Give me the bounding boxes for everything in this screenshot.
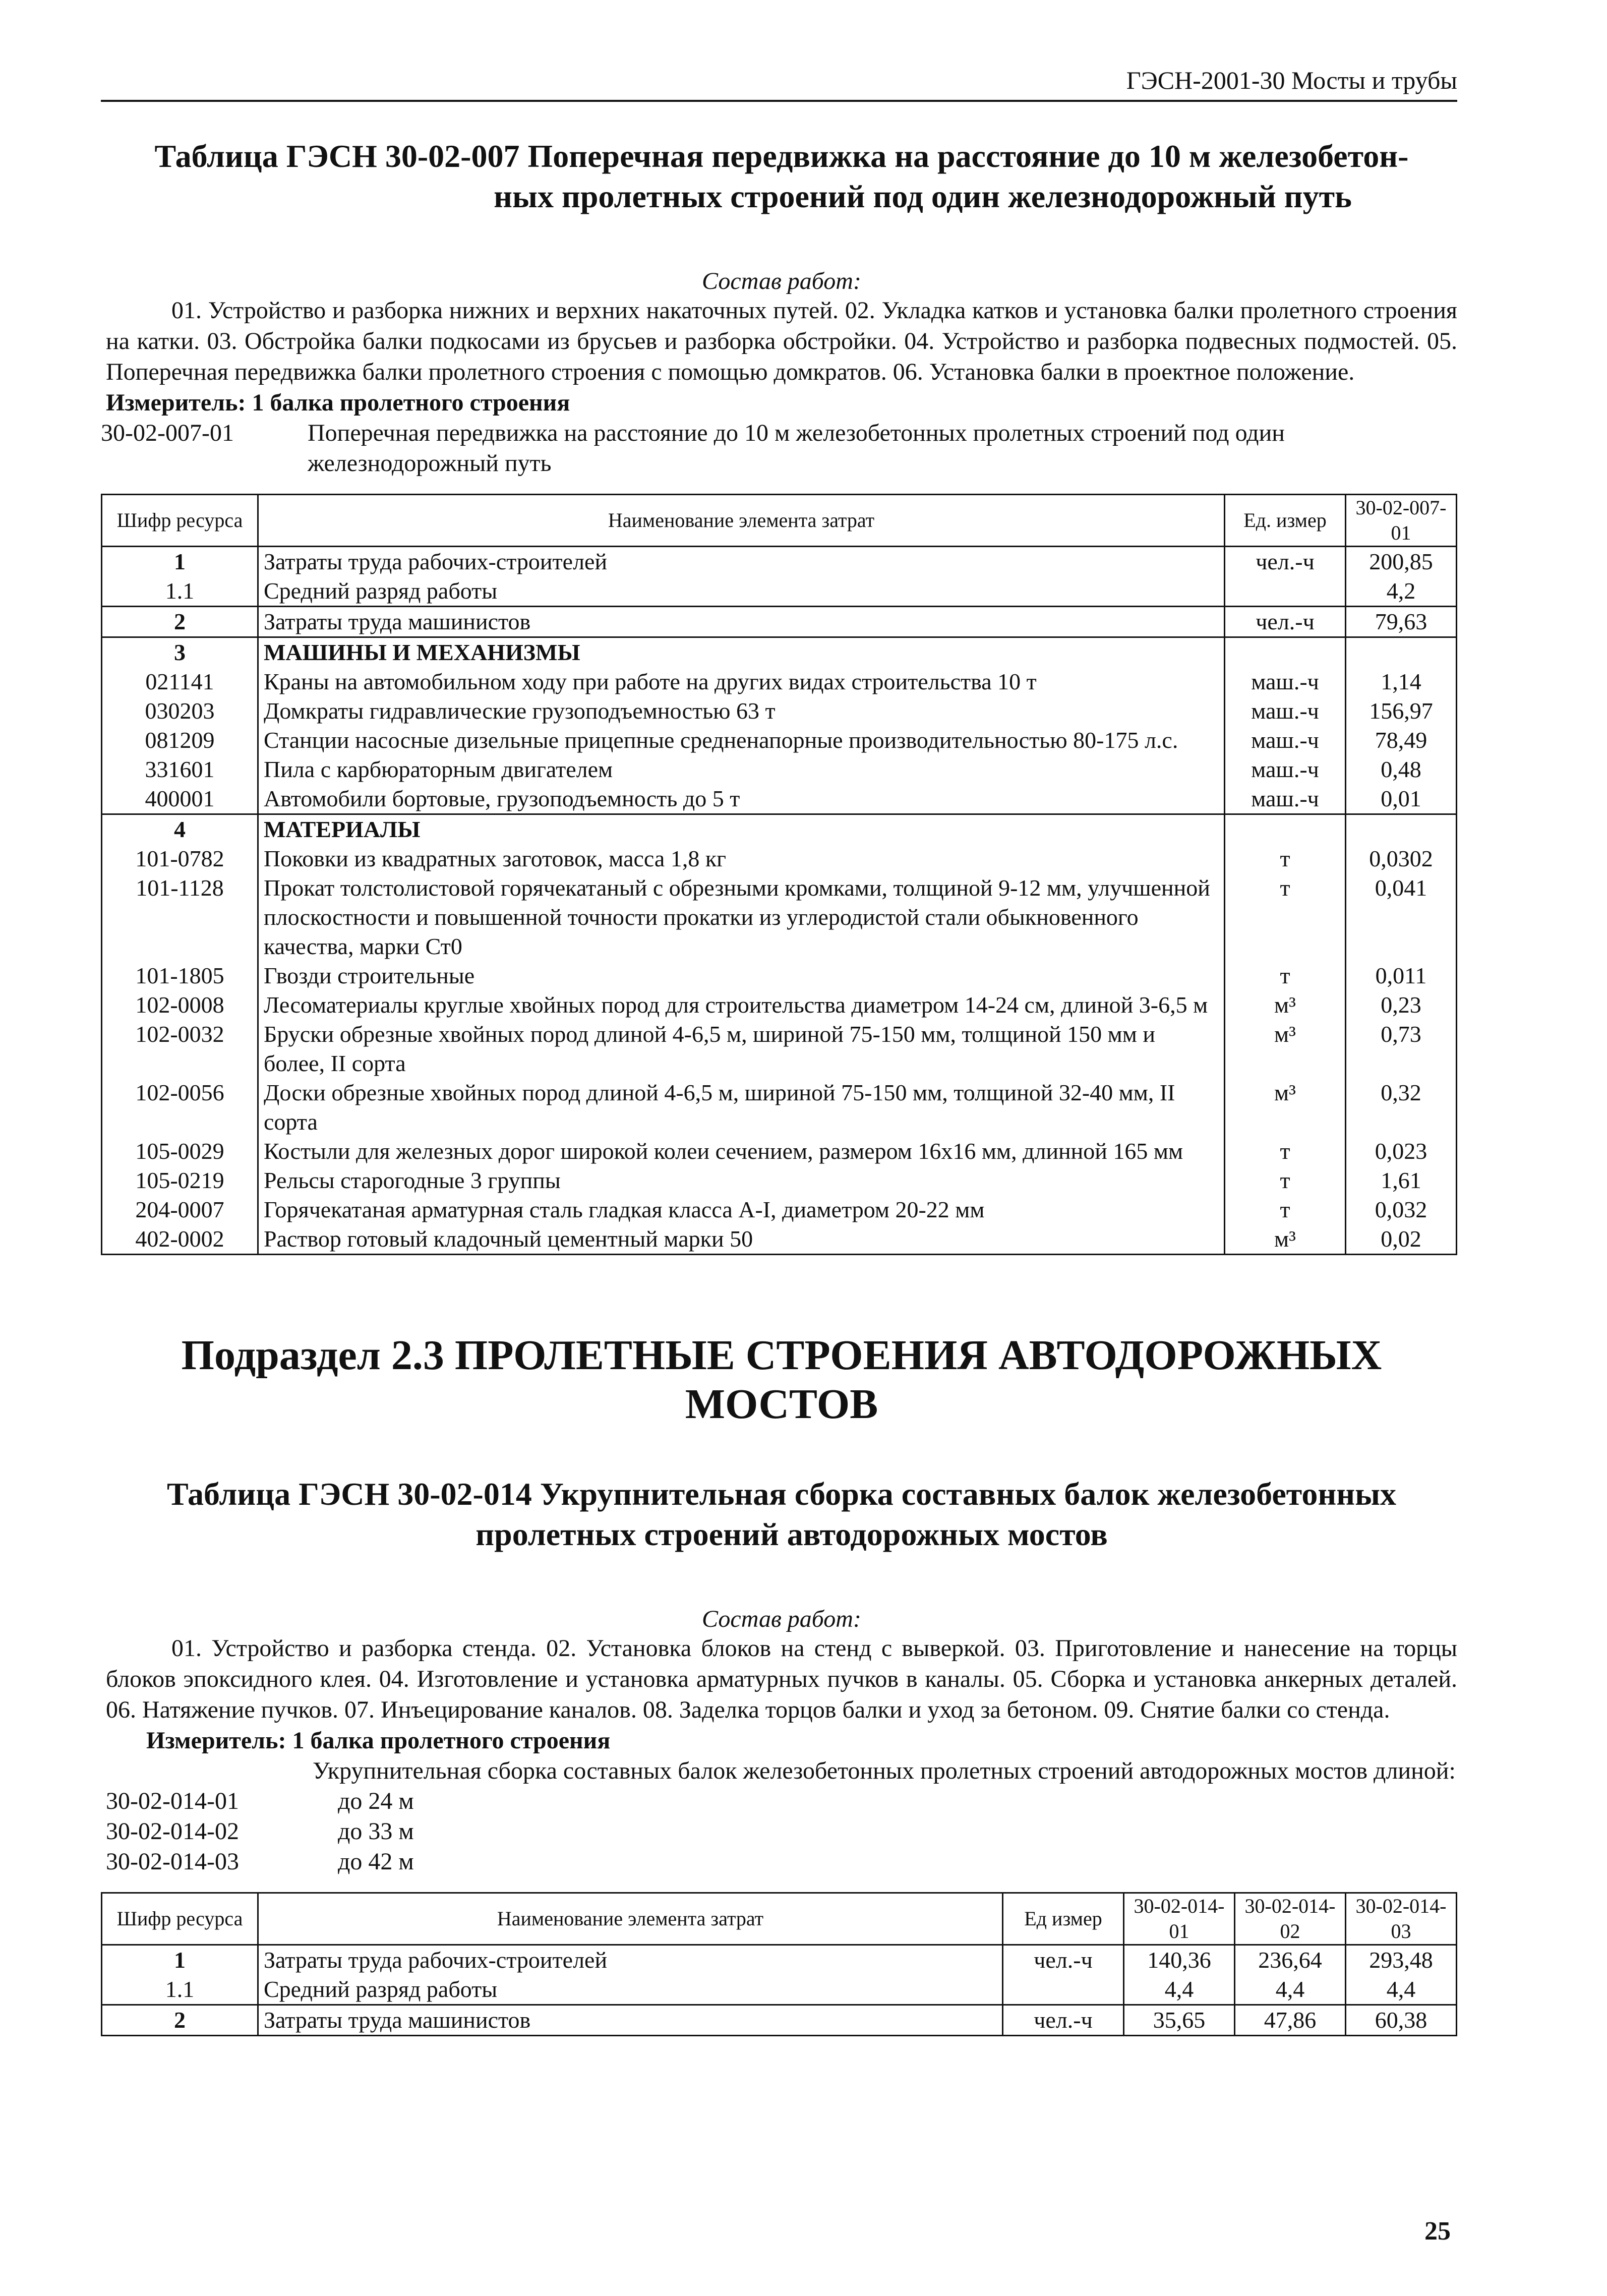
table2-meter <box>106 1725 1457 1756</box>
unit-cell: чел.-ч <box>1003 2005 1124 2036</box>
table-row <box>102 1020 1457 1078</box>
norm-value-cell: 79,63 <box>1346 607 1457 637</box>
norm-value-cell: 0,23 <box>1346 990 1457 1020</box>
table-row <box>102 607 1457 637</box>
table1-meter-value: 1 балка пролетного строения <box>252 389 570 416</box>
norm-value-cell: 4,4 <box>1235 1975 1346 2005</box>
unit-cell: чел.-ч <box>1003 1945 1124 1975</box>
resource-code-cell: 030203 <box>102 696 258 726</box>
norm-value-cell: 0,041 <box>1346 873 1457 961</box>
norm-value-cell: 4,4 <box>1124 1975 1235 2005</box>
unit-cell: м³ <box>1225 1020 1346 1078</box>
cost-element-name-cell: Затраты труда рабочих-строителей <box>258 547 1225 577</box>
table1-title-line2: ных пролетных строений под один железнодорожный путь <box>494 179 1352 214</box>
table1-norm-text: Поперечная передвижка на расстояние до 10 м железобетонных пролетных строений под один железнодорожный путь <box>308 420 1285 477</box>
norm-code: 30-02-014-02 <box>106 1818 239 1845</box>
table-row <box>102 1975 1457 2005</box>
norm-value-cell: 35,65 <box>1124 2005 1235 2036</box>
table-row <box>102 576 1457 607</box>
table1-title-line1: Таблица ГЭСН 30-02-007 Поперечная передвижка на расстояние до 10 м железобетон- <box>154 138 1409 174</box>
table1-norm-row <box>101 418 1457 479</box>
norm-value-cell: 1,61 <box>1346 1166 1457 1195</box>
norm-value-cell: 4,2 <box>1346 576 1457 607</box>
unit-cell: чел.-ч <box>1225 607 1346 637</box>
norm-code: 30-02-014-01 <box>106 1788 239 1814</box>
norm-list-item <box>106 1816 1457 1847</box>
table1-header-row <box>102 495 1457 547</box>
norm-value-cell: 293,48 <box>1346 1945 1457 1975</box>
unit-cell: маш.-ч <box>1225 755 1346 784</box>
table2-meter-label: Измеритель: <box>146 1727 286 1754</box>
resource-code-cell: 102-0008 <box>102 990 258 1020</box>
resource-code-cell: 1 <box>102 1945 258 1975</box>
table2-norm-list <box>106 1786 1457 1877</box>
unit-cell: т <box>1225 844 1346 873</box>
cost-element-name-cell: Костыли для железных дорог широкой колеи сечением, размером 16х16 мм, длинной 165 мм <box>258 1137 1225 1166</box>
table-row <box>102 844 1457 873</box>
cost-element-name-cell: Пила с карбюраторным двигателем <box>258 755 1225 784</box>
norm-list-item <box>106 1847 1457 1877</box>
table-row <box>102 814 1457 845</box>
table-row <box>102 961 1457 990</box>
cost-element-name-cell: Бруски обрезные хвойных пород длиной 4-6,5 м, шириной 75-150 мм, толщиной 150 мм и более, II сорта <box>258 1020 1225 1078</box>
table-row <box>102 667 1457 696</box>
table-row <box>102 1137 1457 1166</box>
norm-value-cell: 78,49 <box>1346 726 1457 755</box>
table-row <box>102 1945 1457 1975</box>
cost-element-name-cell: Затраты труда рабочих-строителей <box>258 1945 1003 1975</box>
resource-code-cell: 1.1 <box>102 576 258 607</box>
unit-cell: т <box>1225 873 1346 961</box>
norm-length: до 33 м <box>338 1818 414 1845</box>
table-row <box>102 726 1457 755</box>
norm-length: до 24 м <box>338 1788 414 1814</box>
cost-element-name-cell: Средний разряд работы <box>258 1975 1003 2005</box>
norm-value-cell <box>1346 637 1457 668</box>
norm-value-cell: 200,85 <box>1346 547 1457 577</box>
cost-element-name-cell: Прокат толстолистовой горячекатаный с обрезными кромками, толщиной 9-12 мм, улучшенной плоскостности и повышенной точности прокатки из углеродистой стали обыкновенного качества, марки Ст0 <box>258 873 1225 961</box>
cost-element-name-cell: Средний разряд работы <box>258 576 1225 607</box>
table2-intro-row <box>106 1756 1457 1786</box>
table1-composition-label: Состав работ: <box>702 268 861 295</box>
cost-element-name-cell: Раствор готовый кладочный цементный марки 50 <box>258 1224 1225 1255</box>
table2-col-unit: Ед измер <box>1003 1893 1124 1945</box>
unit-cell: маш.-ч <box>1225 667 1346 696</box>
cost-element-name-cell: Рельсы старогодные 3 группы <box>258 1166 1225 1195</box>
table-row <box>102 1224 1457 1255</box>
cost-element-name-cell: Автомобили бортовые, грузоподъемность до 5 т <box>258 784 1225 814</box>
resource-code-cell: 2 <box>102 607 258 637</box>
unit-cell <box>1225 576 1346 607</box>
resource-code-cell: 102-0056 <box>102 1078 258 1137</box>
unit-cell: т <box>1225 1137 1346 1166</box>
resource-code-cell: 204-0007 <box>102 1195 258 1224</box>
table2-meter-value: 1 балка пролетного строения <box>292 1727 611 1754</box>
unit-cell <box>1003 1975 1124 2005</box>
unit-cell: т <box>1225 1166 1346 1195</box>
table2-col-n1: 30-02-014-01 <box>1124 1893 1235 1945</box>
table2-grid <box>101 1892 1457 2036</box>
table2-composition-label: Состав работ: <box>702 1606 861 1632</box>
unit-cell: маш.-ч <box>1225 726 1346 755</box>
norm-value-cell: 0,023 <box>1346 1137 1457 1166</box>
table1-norm-code: 30-02-007-01 <box>101 420 234 446</box>
table1-grid <box>101 494 1457 1255</box>
resource-code-cell: 021141 <box>102 667 258 696</box>
table2-title-line2: пролетных строений автодорожных мостов <box>475 1516 1108 1552</box>
table1-meter <box>106 387 1457 418</box>
norm-value-cell: 140,36 <box>1124 1945 1235 1975</box>
norm-value-cell: 47,86 <box>1235 2005 1346 2036</box>
norm-code: 30-02-014-03 <box>106 1848 239 1875</box>
table1-col-norm: 30-02-007-01 <box>1346 495 1457 547</box>
table-row <box>102 755 1457 784</box>
table-row <box>102 2005 1457 2036</box>
resource-code-cell: 4 <box>102 814 258 845</box>
unit-cell: т <box>1225 1195 1346 1224</box>
cost-element-name-cell: Станции насосные дизельные прицепные средненапорные производительностью 80-175 л.с. <box>258 726 1225 755</box>
norm-value-cell: 60,38 <box>1346 2005 1457 2036</box>
resource-code-cell: 101-0782 <box>102 844 258 873</box>
norm-value-cell: 1,14 <box>1346 667 1457 696</box>
table-row <box>102 873 1457 961</box>
resource-code-cell: 105-0029 <box>102 1137 258 1166</box>
cost-element-name-cell: МАШИНЫ И МЕХАНИЗМЫ <box>258 637 1225 668</box>
resource-code-cell: 1 <box>102 547 258 577</box>
table2-title-line1: Таблица ГЭСН 30-02-014 Укрупнительная сборка составных балок железобетонных <box>166 1476 1397 1512</box>
table2-col-n2: 30-02-014-02 <box>1235 1893 1346 1945</box>
norm-value-cell <box>1346 814 1457 845</box>
unit-cell: т <box>1225 961 1346 990</box>
resource-code-cell: 331601 <box>102 755 258 784</box>
norm-value-cell: 0,01 <box>1346 784 1457 814</box>
norm-list-item <box>106 1786 1457 1816</box>
table1-title <box>106 136 1457 217</box>
resource-code-cell: 101-1128 <box>102 873 258 961</box>
norm-value-cell: 0,32 <box>1346 1078 1457 1137</box>
resource-code-cell: 1.1 <box>102 1975 258 2005</box>
unit-cell: маш.-ч <box>1225 784 1346 814</box>
table-row <box>102 990 1457 1020</box>
table2-col-code: Шифр ресурса <box>102 1893 258 1945</box>
table2-intro-text: Укрупнительная сборка составных балок железобетонных пролетных строений автодорожных мостов длиной: <box>313 1757 1456 1784</box>
table-row <box>102 1166 1457 1195</box>
norm-length: до 42 м <box>338 1848 414 1875</box>
unit-cell <box>1225 637 1346 668</box>
table-row <box>102 1195 1457 1224</box>
resource-code-cell: 2 <box>102 2005 258 2036</box>
table1-meter-label: Измеритель: <box>106 389 246 416</box>
table2-col-n3: 30-02-014-03 <box>1346 1893 1457 1945</box>
cost-element-name-cell: МАТЕРИАЛЫ <box>258 814 1225 845</box>
resource-code-cell: 400001 <box>102 784 258 814</box>
cost-element-name-cell: Гвозди строительные <box>258 961 1225 990</box>
norm-value-cell: 0,011 <box>1346 961 1457 990</box>
norm-value-cell: 4,4 <box>1346 1975 1457 2005</box>
resource-code-cell: 105-0219 <box>102 1166 258 1195</box>
table1-col-name: Наименование элемента затрат <box>258 495 1225 547</box>
table-row <box>102 696 1457 726</box>
table2-composition-text: 01. Устройство и разборка стенда. 02. Установка блоков на стенд с выверкой. 03. Приготовление и нанесение на торцы блоков эпоксидного клея. 04. Изготовление и установка арматурных пучков в каналы. 05. Сборка и установка анкерных деталей. 06. Натяжение пучков. 07. Инъецирование каналов. 08. Заделка торцов балки и уход за бетоном. 09. Снятие балки со стенда. <box>106 1635 1457 1723</box>
norm-value-cell: 0,0302 <box>1346 844 1457 873</box>
table2-col-name: Наименование элемента затрат <box>258 1893 1003 1945</box>
cost-element-name-cell: Горячекатаная арматурная сталь гладкая класса A-I, диаметром 20-22 мм <box>258 1195 1225 1224</box>
norm-value-cell: 0,032 <box>1346 1195 1457 1224</box>
unit-cell <box>1225 814 1346 845</box>
unit-cell: маш.-ч <box>1225 696 1346 726</box>
table-row <box>102 637 1457 668</box>
resource-code-cell: 402-0002 <box>102 1224 258 1255</box>
unit-cell: м³ <box>1225 1224 1346 1255</box>
table-row <box>102 1078 1457 1137</box>
cost-element-name-cell: Затраты труда машинистов <box>258 607 1225 637</box>
cost-element-name-cell: Доски обрезные хвойных пород длиной 4-6,5 м, шириной 75-150 мм, толщиной 32-40 мм, II сорта <box>258 1078 1225 1137</box>
table1-col-code: Шифр ресурса <box>102 495 258 547</box>
table1-col-unit: Ед. измер <box>1225 495 1346 547</box>
resource-code-cell: 081209 <box>102 726 258 755</box>
cost-element-name-cell: Поковки из квадратных заготовок, масса 1,8 кг <box>258 844 1225 873</box>
norm-value-cell: 0,48 <box>1346 755 1457 784</box>
resource-code-cell: 102-0032 <box>102 1020 258 1078</box>
table-row <box>102 784 1457 814</box>
norm-value-cell: 156,97 <box>1346 696 1457 726</box>
cost-element-name-cell: Затраты труда машинистов <box>258 2005 1003 2036</box>
table2-header-row <box>102 1893 1457 1945</box>
subsection-title: Подраздел 2.3 ПРОЛЕТНЫЕ СТРОЕНИЯ АВТОДОРОЖНЫХ МОСТОВ <box>181 1332 1382 1428</box>
page-number: 25 <box>1424 2217 1451 2246</box>
norm-value-cell: 236,64 <box>1235 1945 1346 1975</box>
table-row <box>102 547 1457 577</box>
page-content <box>101 71 1457 2036</box>
table1-composition-text: 01. Устройство и разборка нижних и верхних накаточных путей. 02. Укладка катков и установка балки пролетного строения на катки. 03. Обстройка балки подкосами из брусьев и разборка обстройки. 04. Устройство и разборка подвесных подмостей. 05. Поперечная передвижка балки пролетного строения с помощью домкратов. 06. Установка балки в проектное положение. <box>106 297 1457 385</box>
running-header: ГЭСН-2001-30 Мосты и трубы <box>101 66 1457 102</box>
cost-element-name-cell: Краны на автомобильном ходу при работе на других видах строительства 10 т <box>258 667 1225 696</box>
cost-element-name-cell: Лесоматериалы круглые хвойных пород для строительства диаметром 14-24 см, длиной 3-6,5 м <box>258 990 1225 1020</box>
norm-value-cell: 0,02 <box>1346 1224 1457 1255</box>
norm-value-cell: 0,73 <box>1346 1020 1457 1078</box>
resource-code-cell: 101-1805 <box>102 961 258 990</box>
unit-cell: м³ <box>1225 1078 1346 1137</box>
cost-element-name-cell: Домкраты гидравлические грузоподъемностью 63 т <box>258 696 1225 726</box>
resource-code-cell: 3 <box>102 637 258 668</box>
unit-cell: чел.-ч <box>1225 547 1346 577</box>
table2-title <box>106 1474 1457 1555</box>
unit-cell: м³ <box>1225 990 1346 1020</box>
